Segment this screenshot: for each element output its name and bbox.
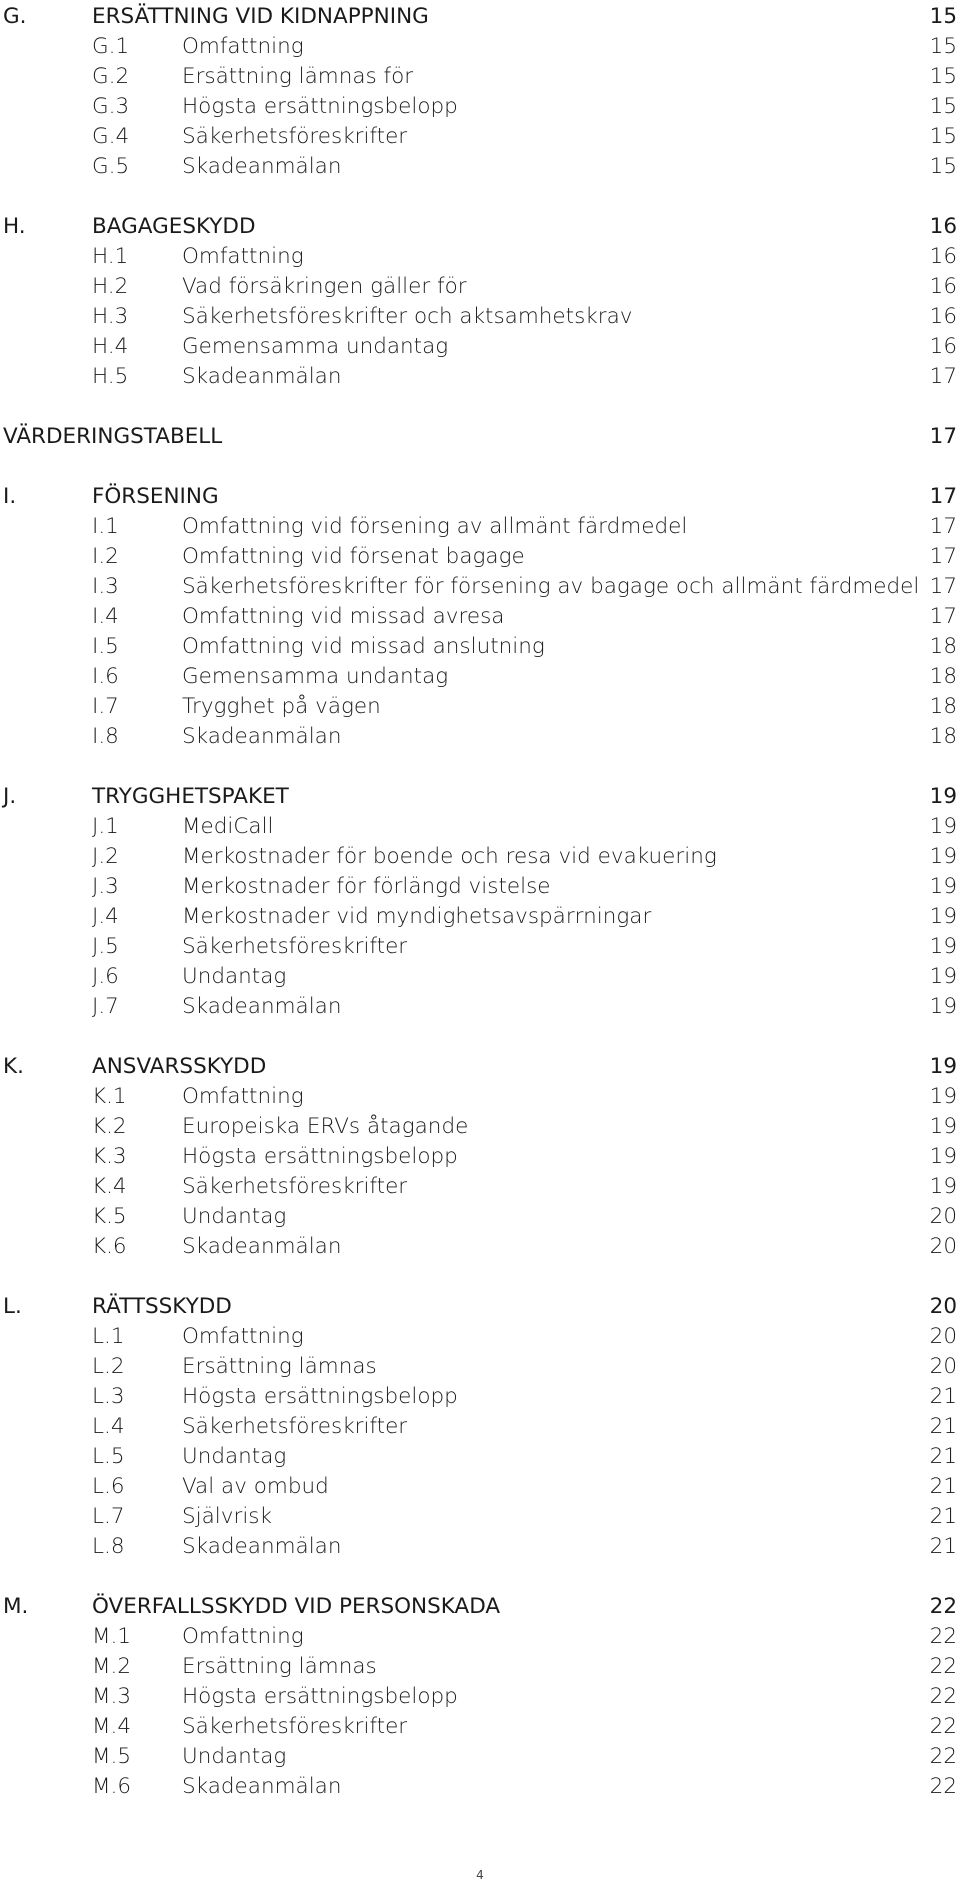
section-page-number: 19 — [929, 784, 957, 809]
entry-number: M.3 — [92, 1684, 132, 1709]
entry-title: Undantag — [182, 964, 287, 989]
entry-number: G.5 — [92, 154, 130, 179]
entry-title: Ersättning lämnas för — [182, 64, 414, 89]
entry-page-number: 17 — [929, 574, 957, 599]
entry-number: K.6 — [92, 1234, 127, 1259]
toc-entry[interactable] — [0, 692, 960, 722]
section-letter: L. — [3, 1294, 22, 1319]
section-page-number: 16 — [929, 214, 957, 239]
entry-number: J.6 — [92, 964, 119, 989]
entry-number: I.8 — [92, 724, 119, 749]
entry-title: Omfattning — [182, 1084, 304, 1109]
entry-number: L.3 — [92, 1384, 125, 1409]
entry-number: I.3 — [92, 574, 119, 599]
section-spacer — [0, 1262, 960, 1292]
entry-number: M.2 — [92, 1654, 132, 1679]
toc-entry[interactable] — [0, 902, 960, 932]
entry-title: Skadeanmälan — [182, 364, 342, 389]
toc-entry[interactable] — [0, 1502, 960, 1532]
entry-page-number: 22 — [929, 1714, 957, 1739]
toc-entry[interactable] — [0, 722, 960, 752]
toc-entry[interactable] — [0, 62, 960, 92]
entry-title: Omfattning — [182, 244, 304, 269]
toc-entry[interactable] — [0, 512, 960, 542]
entry-page-number: 19 — [929, 994, 957, 1019]
entry-title: Skadeanmälan — [182, 1534, 342, 1559]
toc-entry[interactable] — [0, 842, 960, 872]
entry-number: I.7 — [92, 694, 119, 719]
toc-entry[interactable] — [0, 1742, 960, 1772]
section-letter: K. — [3, 1054, 24, 1079]
toc-entry[interactable] — [0, 872, 960, 902]
entry-page-number: 19 — [929, 1174, 957, 1199]
entry-page-number: 20 — [929, 1354, 957, 1379]
section-title: BAGAGESKYDD — [92, 214, 256, 239]
entry-number: H.1 — [92, 244, 129, 269]
entry-page-number: 17 — [929, 604, 957, 629]
section-letter: J. — [3, 784, 17, 809]
entry-number: H.4 — [92, 334, 129, 359]
entry-number: J.1 — [92, 814, 119, 839]
entry-title: Omfattning vid missad anslutning — [182, 634, 545, 659]
toc-section-heading[interactable] — [0, 482, 960, 512]
section-title: FÖRSENING — [92, 484, 219, 509]
toc-entry[interactable] — [0, 1622, 960, 1652]
section-spacer — [0, 752, 960, 782]
toc-entry[interactable] — [0, 1112, 960, 1142]
section-spacer — [0, 392, 960, 422]
toc-entry[interactable] — [0, 1532, 960, 1562]
entry-title: Ersättning lämnas — [182, 1654, 377, 1679]
entry-title: Skadeanmälan — [182, 994, 342, 1019]
entry-title: Trygghet på vägen — [182, 694, 381, 719]
entry-number: K.4 — [92, 1174, 127, 1199]
entry-page-number: 19 — [929, 844, 957, 869]
entry-page-number: 18 — [929, 694, 957, 719]
entry-title: Omfattning — [182, 34, 304, 59]
toc-entry[interactable] — [0, 1472, 960, 1502]
section-letter: M. — [3, 1594, 29, 1619]
entry-number: J.7 — [92, 994, 119, 1019]
section-page-number: 19 — [929, 1054, 957, 1079]
entry-page-number: 15 — [929, 124, 957, 149]
entry-number: L.8 — [92, 1534, 125, 1559]
section-title: ÖVERFALLSSKYDD VID PERSONSKADA — [92, 1594, 501, 1619]
entry-number: M.4 — [92, 1714, 132, 1739]
toc-section — [0, 1292, 960, 1562]
toc-entry[interactable] — [0, 932, 960, 962]
toc-section — [0, 212, 960, 392]
toc-entry[interactable] — [0, 1352, 960, 1382]
entry-page-number: 19 — [929, 874, 957, 899]
toc-section-heading[interactable] — [0, 212, 960, 242]
toc-entry[interactable] — [0, 662, 960, 692]
entry-page-number: 22 — [929, 1654, 957, 1679]
toc-section — [0, 482, 960, 752]
entry-page-number: 15 — [929, 154, 957, 179]
section-spacer — [0, 452, 960, 482]
entry-number: I.1 — [92, 514, 119, 539]
entry-page-number: 20 — [929, 1324, 957, 1349]
entry-title: Undantag — [182, 1444, 287, 1469]
entry-page-number: 17 — [929, 364, 957, 389]
entry-page-number: 16 — [929, 244, 957, 269]
section-page-number: 15 — [929, 4, 957, 29]
entry-title: Säkerhetsföreskrifter — [182, 1714, 408, 1739]
toc-entry[interactable] — [0, 152, 960, 182]
entry-title: Skadeanmälan — [182, 724, 342, 749]
entry-page-number: 22 — [929, 1774, 957, 1799]
entry-number: I.5 — [92, 634, 119, 659]
toc-entry[interactable] — [0, 1712, 960, 1742]
entry-title: Undantag — [182, 1744, 287, 1769]
toc-section — [0, 1592, 960, 1802]
entry-page-number: 19 — [929, 1144, 957, 1169]
entry-page-number: 21 — [929, 1414, 957, 1439]
entry-page-number: 16 — [929, 334, 957, 359]
section-letter: H. — [3, 214, 26, 239]
entry-page-number: 22 — [929, 1684, 957, 1709]
entry-title: Säkerhetsföreskrifter — [182, 1174, 408, 1199]
entry-page-number: 19 — [929, 964, 957, 989]
toc-entry[interactable] — [0, 1322, 960, 1352]
section-title: ERSÄTTNING VID KIDNAPPNING — [92, 4, 429, 29]
entry-number: J.5 — [92, 934, 119, 959]
entry-number: J.3 — [92, 874, 119, 899]
section-letter: G. — [3, 4, 27, 29]
toc-entry[interactable] — [0, 32, 960, 62]
entry-page-number: 19 — [929, 1084, 957, 1109]
entry-number: K.1 — [92, 1084, 127, 1109]
entry-number: J.2 — [92, 844, 119, 869]
entry-page-number: 16 — [929, 274, 957, 299]
entry-number: I.2 — [92, 544, 119, 569]
entry-title: Säkerhetsföreskrifter — [182, 1414, 408, 1439]
toc-entry[interactable] — [0, 602, 960, 632]
entry-number: H.5 — [92, 364, 129, 389]
entry-number: M.1 — [92, 1624, 132, 1649]
entry-page-number: 15 — [929, 94, 957, 119]
toc-section-heading[interactable] — [0, 422, 960, 452]
entry-title: Gemensamma undantag — [182, 664, 449, 689]
toc-entry[interactable] — [0, 242, 960, 272]
entry-title: Säkerhetsföreskrifter — [182, 124, 408, 149]
toc-section — [0, 2, 960, 182]
toc-entry[interactable] — [0, 122, 960, 152]
toc-entry[interactable] — [0, 992, 960, 1022]
entry-number: K.2 — [92, 1114, 127, 1139]
toc-entry[interactable] — [0, 1412, 960, 1442]
entry-title: Säkerhetsföreskrifter för försening av bagage och allmänt färdmedel — [182, 574, 920, 599]
entry-page-number: 15 — [929, 34, 957, 59]
entry-title: Skadeanmälan — [182, 1234, 342, 1259]
entry-number: G.2 — [92, 64, 130, 89]
entry-page-number: 22 — [929, 1744, 957, 1769]
toc-entry[interactable] — [0, 332, 960, 362]
section-title: RÄTTSSKYDD — [92, 1294, 232, 1319]
toc-entry[interactable] — [0, 1382, 960, 1412]
entry-number: L.2 — [92, 1354, 125, 1379]
entry-number: L.1 — [92, 1324, 125, 1349]
section-letter: I. — [3, 484, 17, 509]
entry-title: MediCall — [182, 814, 274, 839]
entry-title: Omfattning vid försenat bagage — [182, 544, 525, 569]
entry-page-number: 18 — [929, 664, 957, 689]
entry-title: Högsta ersättningsbelopp — [182, 1144, 458, 1169]
toc-section — [0, 1052, 960, 1262]
toc-entry[interactable] — [0, 542, 960, 572]
entry-number: J.4 — [92, 904, 119, 929]
toc-entry[interactable] — [0, 1442, 960, 1472]
entry-title: Gemensamma undantag — [182, 334, 449, 359]
entry-page-number: 21 — [929, 1384, 957, 1409]
entry-page-number: 21 — [929, 1534, 957, 1559]
entry-title: Europeiska ERVs åtagande — [182, 1114, 469, 1139]
toc-entry[interactable] — [0, 572, 960, 602]
toc-section-heading[interactable] — [0, 782, 960, 812]
toc-section-heading[interactable] — [0, 2, 960, 32]
section-title: TRYGGHETSPAKET — [92, 784, 289, 809]
entry-number: M.5 — [92, 1744, 132, 1769]
entry-number: L.7 — [92, 1504, 125, 1529]
toc-entry[interactable] — [0, 962, 960, 992]
toc-entry[interactable] — [0, 1142, 960, 1172]
entry-title: Ersättning lämnas — [182, 1354, 377, 1379]
entry-title: Omfattning — [182, 1624, 304, 1649]
toc-section — [0, 782, 960, 1022]
entry-page-number: 22 — [929, 1624, 957, 1649]
toc-entry[interactable] — [0, 92, 960, 122]
toc-entry[interactable] — [0, 1172, 960, 1202]
entry-page-number: 18 — [929, 724, 957, 749]
section-page-number: 17 — [929, 484, 957, 509]
entry-page-number: 19 — [929, 1114, 957, 1139]
entry-number: L.4 — [92, 1414, 125, 1439]
entry-number: I.6 — [92, 664, 119, 689]
entry-page-number: 19 — [929, 904, 957, 929]
entry-page-number: 21 — [929, 1444, 957, 1469]
entry-page-number: 17 — [929, 514, 957, 539]
page-number: 4 — [476, 1868, 484, 1882]
entry-number: L.5 — [92, 1444, 125, 1469]
entry-number: L.6 — [92, 1474, 125, 1499]
entry-number: M.6 — [92, 1774, 132, 1799]
entry-title: Vad försäkringen gäller för — [182, 274, 467, 299]
entry-page-number: 21 — [929, 1504, 957, 1529]
section-page-number: 20 — [929, 1294, 957, 1319]
entry-number: H.3 — [92, 304, 129, 329]
entry-page-number: 15 — [929, 64, 957, 89]
toc-entry[interactable] — [0, 812, 960, 842]
toc-section — [0, 422, 960, 452]
entry-title: Omfattning — [182, 1324, 304, 1349]
section-spacer — [0, 1022, 960, 1052]
entry-title: Omfattning vid försening av allmänt färdmedel — [182, 514, 688, 539]
entry-page-number: 19 — [929, 814, 957, 839]
toc-entry[interactable] — [0, 1772, 960, 1802]
toc-section-heading[interactable] — [0, 1292, 960, 1322]
toc-entry[interactable] — [0, 362, 960, 392]
entry-page-number: 16 — [929, 304, 957, 329]
toc-entry[interactable] — [0, 1202, 960, 1232]
entry-title: Undantag — [182, 1204, 287, 1229]
entry-title: Merkostnader vid myndighetsavspärrningar — [182, 904, 652, 929]
entry-number: G.4 — [92, 124, 130, 149]
section-page-number: 17 — [929, 424, 957, 449]
entry-number: H.2 — [92, 274, 129, 299]
section-spacer — [0, 182, 960, 212]
toc-entry[interactable] — [0, 632, 960, 662]
entry-title: Omfattning vid missad avresa — [182, 604, 505, 629]
entry-number: G.1 — [92, 34, 130, 59]
entry-number: K.3 — [92, 1144, 127, 1169]
toc-entry[interactable] — [0, 1682, 960, 1712]
entry-number: G.3 — [92, 94, 130, 119]
table-of-contents — [0, 2, 960, 1802]
toc-entry[interactable] — [0, 1082, 960, 1112]
toc-section-heading[interactable] — [0, 1052, 960, 1082]
entry-page-number: 20 — [929, 1204, 957, 1229]
toc-section-heading[interactable] — [0, 1592, 960, 1622]
section-spacer — [0, 1562, 960, 1592]
entry-title: Självrisk — [182, 1504, 272, 1529]
toc-entry[interactable] — [0, 272, 960, 302]
entry-title: Merkostnader för förlängd vistelse — [182, 874, 551, 899]
entry-title: Högsta ersättningsbelopp — [182, 1384, 458, 1409]
entry-title: Högsta ersättningsbelopp — [182, 94, 458, 119]
entry-title: Skadeanmälan — [182, 1774, 342, 1799]
entry-title: Högsta ersättningsbelopp — [182, 1684, 458, 1709]
entry-title: Säkerhetsföreskrifter och aktsamhetskrav — [182, 304, 633, 329]
toc-entry[interactable] — [0, 1232, 960, 1262]
toc-entry[interactable] — [0, 302, 960, 332]
entry-page-number: 20 — [929, 1234, 957, 1259]
entry-page-number: 19 — [929, 934, 957, 959]
entry-number: K.5 — [92, 1204, 127, 1229]
entry-title: Skadeanmälan — [182, 154, 342, 179]
entry-title: Säkerhetsföreskrifter — [182, 934, 408, 959]
section-title: VÄRDERINGSTABELL — [3, 424, 223, 449]
toc-entry[interactable] — [0, 1652, 960, 1682]
section-title: ANSVARSSKYDD — [92, 1054, 267, 1079]
entry-page-number: 21 — [929, 1474, 957, 1499]
entry-title: Merkostnader för boende och resa vid evakuering — [182, 844, 717, 869]
section-page-number: 22 — [929, 1594, 957, 1619]
entry-page-number: 18 — [929, 634, 957, 659]
entry-page-number: 17 — [929, 544, 957, 569]
entry-title: Val av ombud — [182, 1474, 329, 1499]
entry-number: I.4 — [92, 604, 119, 629]
